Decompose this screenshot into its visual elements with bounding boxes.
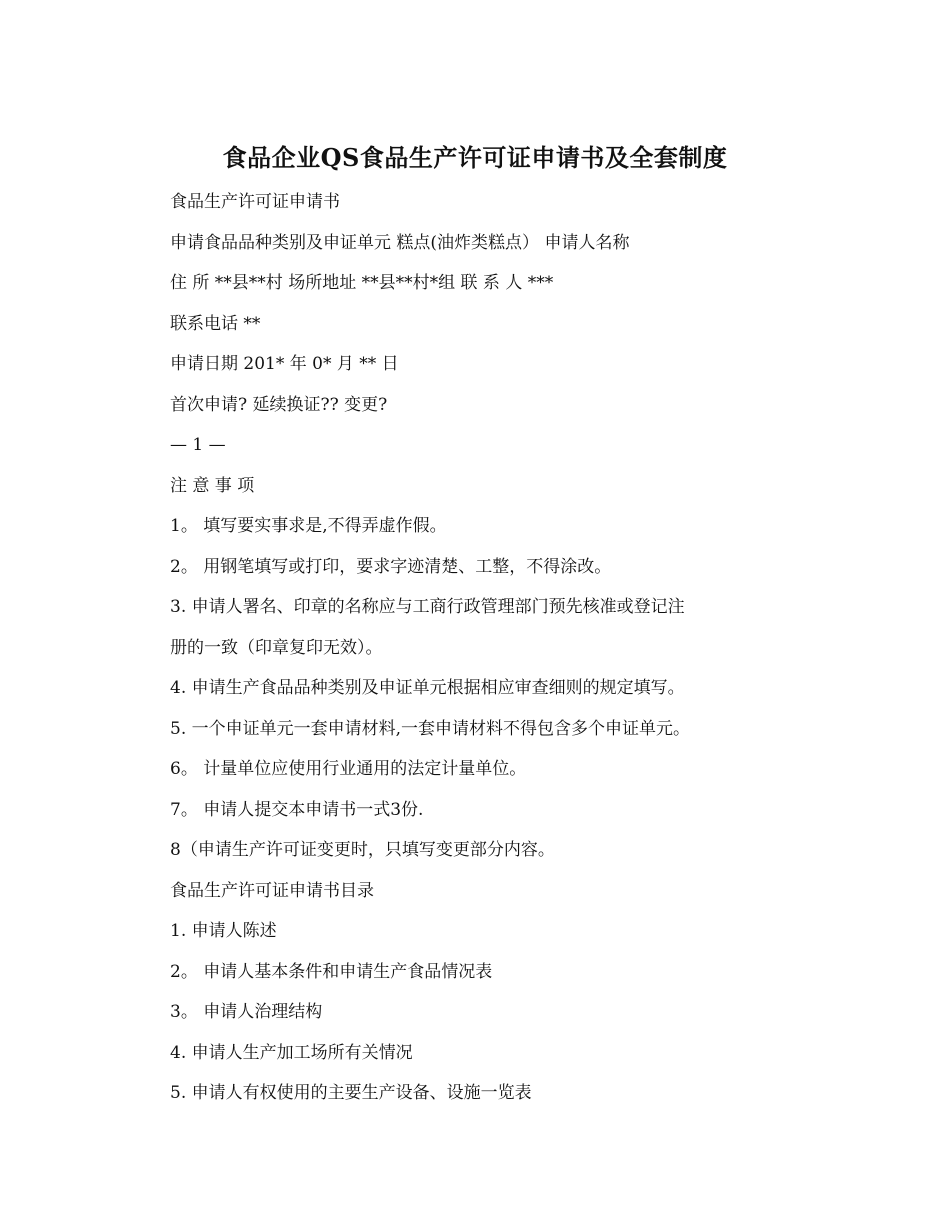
text-line-form-name: 食品生产许可证申请书: [170, 192, 340, 212]
note-item-4: 4. 申请生产食品品种类别及申证单元根据相应审查细则的规定填写。: [170, 678, 685, 698]
document-title: 食品企业QS食品生产许可证申请书及全套制度: [222, 143, 728, 172]
note-item-3-continued: 册的一致（印章复印无效）。: [170, 638, 383, 658]
text-line-application-type: 首次申请? 延续换证?? 变更?: [170, 395, 388, 415]
contents-item-1: 1. 申请人陈述: [170, 921, 277, 941]
note-item-2: 2。 用钢笔填写或打印，要求字迹清楚、工整，不得涂改。: [170, 557, 612, 577]
contents-item-3: 3。 申请人治理结构: [170, 1002, 323, 1022]
note-item-8: 8（申请生产许可证变更时，只填写变更部分内容。: [170, 840, 555, 860]
page-number: — 1 —: [170, 435, 226, 455]
note-item-3: 3. 申请人署名、印章的名称应与工商行政管理部门预先核准或登记注: [170, 597, 685, 617]
text-line-phone: 联系电话 **: [170, 314, 261, 334]
contents-heading: 食品生产许可证申请书目录: [170, 881, 374, 901]
text-line-category: 申请食品品种类别及申证单元 糕点(油炸类糕点） 申请人名称: [170, 233, 630, 253]
contents-item-2: 2。 申请人基本条件和申请生产食品情况表: [170, 962, 493, 982]
note-item-1: 1。 填写要实事求是,不得弄虚作假。: [170, 516, 447, 536]
notes-heading: 注 意 事 项: [170, 476, 255, 496]
text-line-address: 住 所 **县**村 场所地址 **县**村*组 联 系 人 ***: [170, 273, 554, 293]
note-item-7: 7。 申请人提交本申请书一式3份.: [170, 800, 424, 820]
note-item-6: 6。 计量单位应使用行业通用的法定计量单位。: [170, 759, 527, 779]
contents-item-5: 5. 申请人有权使用的主要生产设备、设施一览表: [170, 1083, 532, 1103]
note-item-5: 5. 一个申证单元一套申请材料,一套申请材料不得包含多个申证单元。: [170, 719, 691, 739]
text-line-date: 申请日期 201* 年 0* 月 ** 日: [170, 354, 399, 374]
contents-item-4: 4. 申请人生产加工场所有关情况: [170, 1043, 413, 1063]
